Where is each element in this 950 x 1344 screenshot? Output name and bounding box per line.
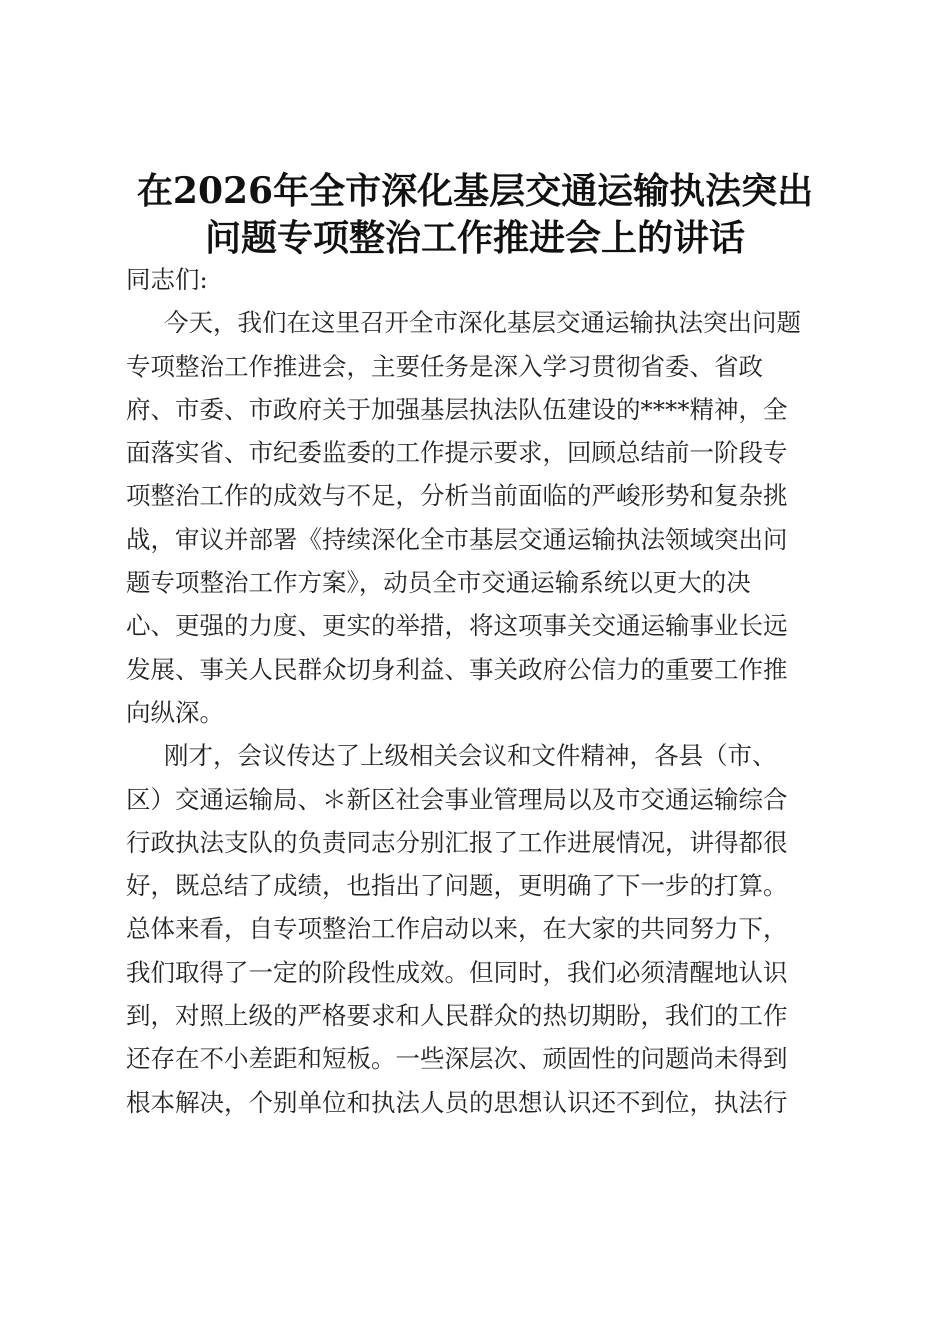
paragraph-line: 题专项整治工作方案》，动员全市交通运输系统以更大的决 <box>126 568 751 598</box>
document-body <box>126 258 831 1124</box>
salutation: 同志们: <box>126 265 208 294</box>
paragraph-line: 刚才，会议传达了上级相关会议和文件精神，各县（市、 <box>164 741 777 771</box>
paragraph-line: 我们取得了一定的阶段性成效。但同时，我们必须清醒地认识 <box>126 957 788 987</box>
paragraph-line: 心、更强的力度、更实的举措，将这项事关交通运输事业长远 <box>126 611 788 641</box>
title-line-2: 问题专项整治工作推进会上的讲话 <box>204 217 745 259</box>
document-title <box>100 168 850 262</box>
paragraph-line: 项整治工作的成效与不足，分析当前面临的严峻形势和复杂挑 <box>126 481 788 511</box>
paragraph-line: 战，审议并部署《持续深化全市基层交通运输执法领域突出问 <box>126 524 788 554</box>
paragraph-line: 区）交通运输局、＊新区社会事业管理局以及市交通运输综合 <box>126 784 788 814</box>
paragraph-line: 根本解决，个别单位和执法人员的思想认识还不到位，执法行 <box>126 1087 788 1117</box>
paragraph-line: 面落实省、市纪委监委的工作提示要求，回顾总结前一阶段专 <box>126 438 788 468</box>
paragraph-line: 今天，我们在这里召开全市深化基层交通运输执法突出问题 <box>164 308 801 338</box>
paragraph-line: 向纵深。 <box>126 697 224 727</box>
paragraph-line: 还存在不小差距和短板。一些深层次、顽固性的问题尚未得到 <box>126 1044 788 1074</box>
paragraph-2 <box>126 734 831 1124</box>
paragraph-1 <box>126 301 831 734</box>
paragraph-line: 府、市委、市政府关于加强基层执法队伍建设的****精神，全 <box>126 394 788 424</box>
paragraph-line: 好，既总结了成绩，也指出了问题，更明确了下一步的打算。 <box>126 871 788 901</box>
paragraph-line: 专项整治工作推进会，主要任务是深入学习贯彻省委、省政 <box>126 351 763 381</box>
paragraph-line: 到，对照上级的严格要求和人民群众的热切期盼，我们的工作 <box>126 1001 788 1031</box>
title-line-1: 在2026年全市深化基层交通运输执法突出 <box>136 170 814 212</box>
paragraph-line: 总体来看，自专项整治工作启动以来，在大家的共同努力下， <box>126 914 788 944</box>
paragraph-line: 发展、事关人民群众切身利益、事关政府公信力的重要工作推 <box>126 654 788 684</box>
paragraph-line: 行政执法支队的负责同志分别汇报了工作进展情况，讲得都很 <box>126 827 788 857</box>
